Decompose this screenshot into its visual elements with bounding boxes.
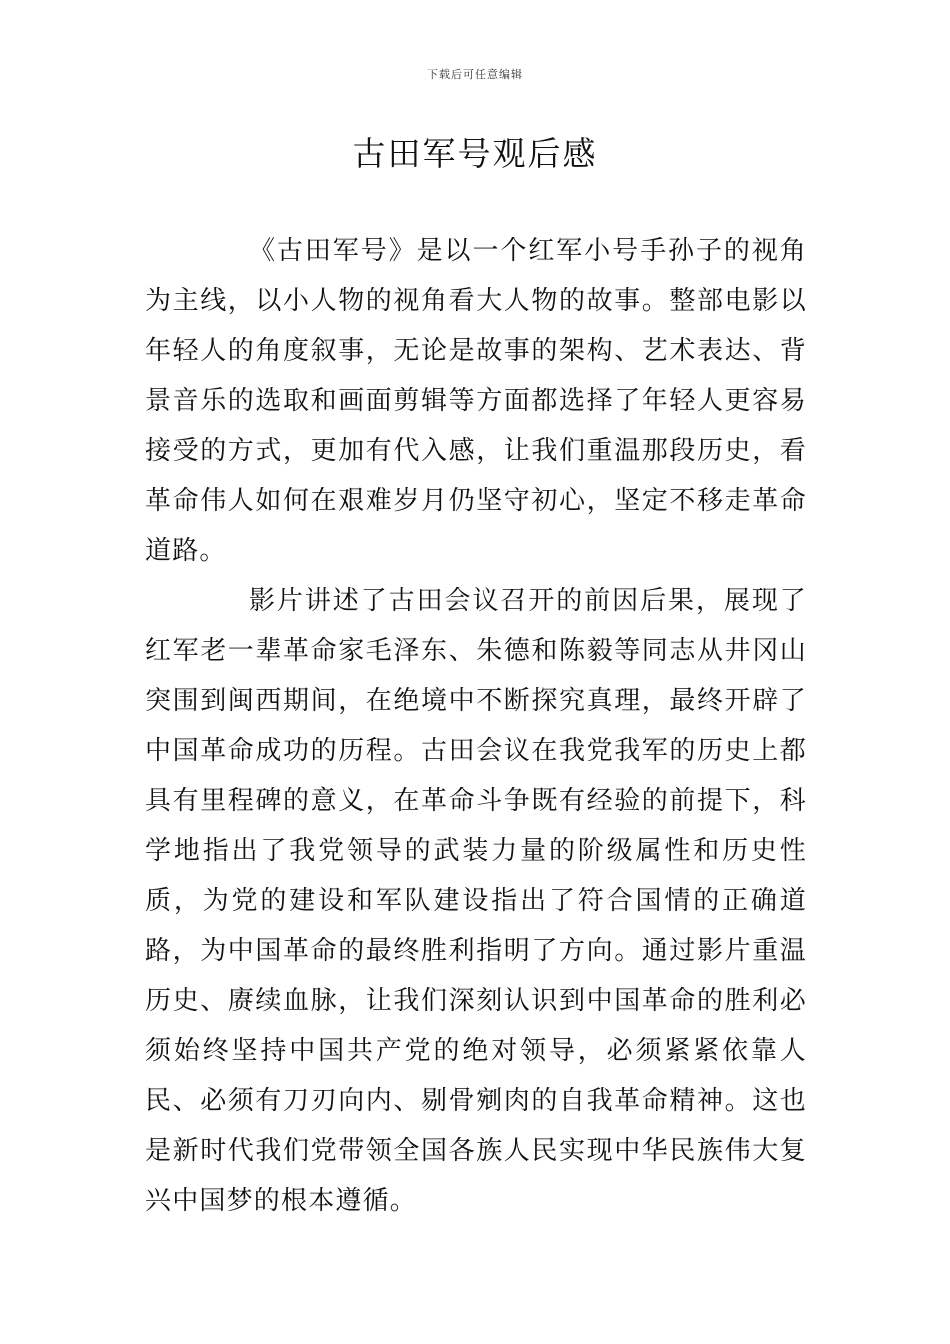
document-title: 古田军号观后感	[352, 134, 598, 173]
paragraph-2-container	[145, 576, 807, 1226]
paragraph-2: 影片讲述了古田会议召开的前因后果，展现了红军老一辈革命家毛泽东、朱德和陈毅等同志从井冈山突围到闽西期间，在绝境中不断探究真理，最终开辟了中国革命成功的历程。古田会议在我党我军的历史上都具有里程碑的意义，在革命斗争既有经验的前提下，科学地指出了我党领导的武装力量的阶级属性和历史性质，为党的建设和军队建设指出了符合国情的正确道路，为中国革命的最终胜利指明了方向。通过影片重温历史、赓续血脉，让我们深刻认识到中国革命的胜利必须始终坚持中国共产党的绝对领导，必须紧紧依靠人民、必须有刀刃向内、剔骨剜肉的自我革命精神。这也是新时代我们党带领全国各族人民实现中华民族伟大复兴中国梦的根本遵循。	[145, 586, 807, 1216]
paragraph-1-container	[145, 226, 807, 576]
header-note: 下载后可任意编辑	[427, 68, 523, 81]
paragraph-1: 《古田军号》是以一个红军小号手孙子的视角为主线，以小人物的视角看大人物的故事。整部电影以年轻人的角度叙事，无论是故事的架构、艺术表达、背景音乐的选取和画面剪辑等方面都选择了年轻人更容易接受的方式，更加有代入感，让我们重温那段历史，看革命伟人如何在艰难岁月仍坚守初心，坚定不移走革命道路。	[145, 236, 807, 566]
